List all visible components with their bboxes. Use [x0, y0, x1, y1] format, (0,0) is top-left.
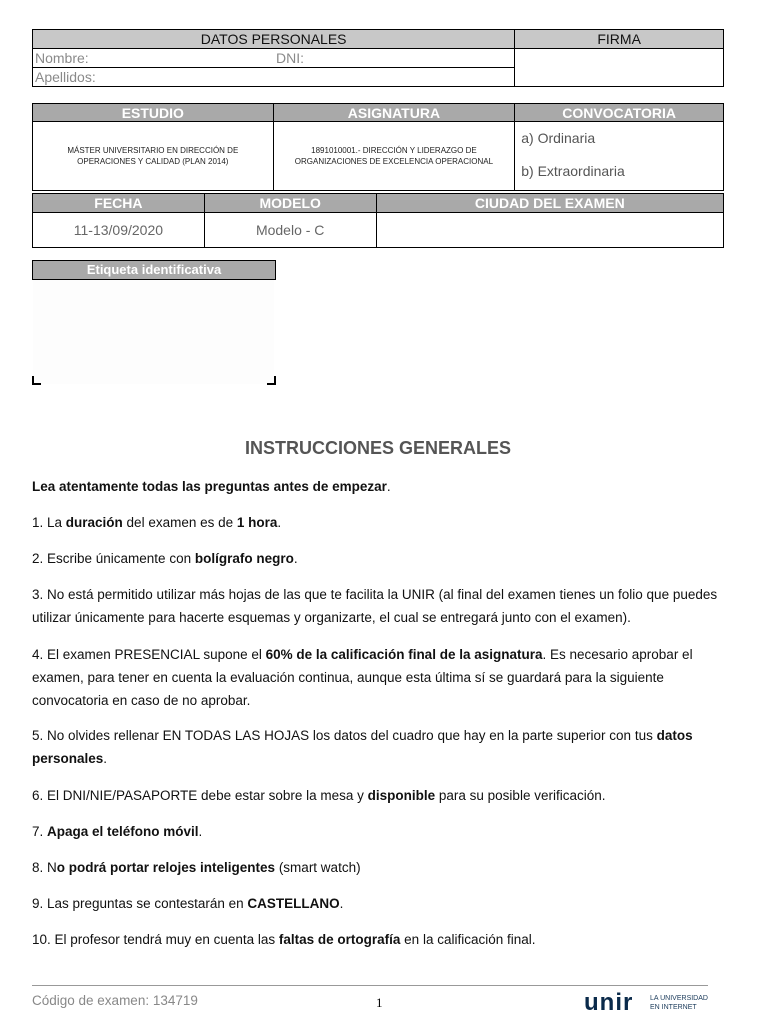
i5-a: 5. No olvides rellenar EN TODAS LAS HOJAS los datos del cuadro que hay en la parte superior con tus — [32, 728, 657, 743]
etiqueta-area — [33, 280, 274, 384]
fecha-header: FECHA — [33, 194, 205, 213]
study-table — [32, 103, 724, 191]
i7-c: . — [198, 824, 203, 839]
nombre-label: Nombre: — [35, 50, 89, 66]
nombre-field[interactable] — [33, 49, 515, 68]
instructions-title: INSTRUCCIONES GENERALES — [244, 438, 512, 458]
i2-b: bolígrafo negro — [194, 551, 294, 566]
etiqueta-header: Etiqueta identificativa — [32, 260, 276, 280]
i1-c: del examen es de — [122, 515, 237, 530]
instruction-1 — [32, 511, 732, 534]
modelo-header: MODELO — [204, 194, 376, 213]
ciudad-header: CIUDAD DEL EXAMEN — [376, 194, 723, 213]
i9-a: 9. Las preguntas se contestarán en — [32, 896, 248, 911]
instruction-8 — [32, 856, 732, 879]
corner-mark-right — [267, 376, 276, 385]
dni-label: DNI: — [276, 50, 304, 66]
i1-b2: 1 hora — [236, 515, 278, 530]
i8-c: (smart watch) — [275, 860, 361, 875]
i1-d: . — [277, 515, 282, 530]
footer-divider — [32, 985, 708, 986]
instruction-7 — [32, 820, 732, 843]
instruction-6 — [32, 784, 732, 807]
logo-tagline — [650, 994, 720, 1012]
i7-a: 7. — [32, 824, 48, 839]
convocatoria-header: CONVOCATORIA — [515, 104, 724, 122]
apellidos-field[interactable] — [33, 68, 515, 87]
i5-c: . — [103, 751, 108, 766]
i4-b: 60% de la calificación final de la asignatura — [265, 647, 543, 662]
i7-b: Apaga el teléfono móvil — [47, 824, 199, 839]
unir-logo: unir — [584, 989, 634, 1016]
i1-b1: duración — [65, 515, 123, 530]
estudio-header: ESTUDIO — [33, 104, 274, 122]
ciudad-field[interactable] — [376, 213, 723, 248]
logo-tagline-2: EN INTERNET — [650, 1004, 697, 1011]
i4-c: . Es necesario aprobar el examen, para tener en cuenta la evaluación continua, aunque esta última sí se guardará para la siguiente convocatoria en caso de no aprobar. — [32, 647, 693, 708]
estudio-value: MÁSTER UNIVERSITARIO EN DIRECCIÓN DE OPERACIONES Y CALIDAD (PLAN 2014) — [33, 122, 274, 191]
instruction-3: 3. No está permitido utilizar más hojas de las que te facilita la UNIR (al final del examen tienes un folio que puedes utilizar únicamente para hacerte esquemas y organizarte, el cual se entregará junto con el examen). — [32, 587, 718, 625]
logo-tagline-1: LA UNIVERSIDAD — [650, 995, 708, 1002]
instruction-10 — [32, 928, 732, 951]
i9-c: . — [339, 896, 344, 911]
asignatura-header: ASIGNATURA — [273, 104, 515, 122]
intro-bold: Lea atentamente todas las preguntas antes de empezar — [32, 479, 387, 494]
i9-b: CASTELLANO — [247, 896, 340, 911]
personal-data-table — [32, 29, 724, 87]
i8-a: 8. N — [32, 860, 57, 875]
i8-b: o podrá portar relojes inteligentes — [56, 860, 276, 875]
firma-header: FIRMA — [515, 30, 724, 49]
exam-info-table — [32, 193, 724, 248]
instruction-4 — [32, 643, 732, 712]
fecha-value: 11-13/09/2020 — [33, 213, 205, 248]
i1-a: 1. La — [32, 515, 66, 530]
apellidos-label: Apellidos: — [35, 69, 96, 85]
instruction-5 — [32, 724, 732, 770]
convocatoria-ordinaria[interactable]: a) Ordinaria — [521, 130, 596, 146]
corner-mark-left — [32, 376, 41, 385]
exam-code: Código de examen: 134719 — [32, 993, 198, 1008]
asignatura-value: 1891010001.- DIRECCIÓN Y LIDERAZGO DE ORGANIZACIONES DE EXCELENCIA OPERACIONAL — [273, 122, 515, 191]
instruction-9 — [32, 892, 732, 915]
i10-a: 10. El profesor tendrá muy en cuenta las — [32, 932, 279, 947]
i10-c: en la calificación final. — [400, 932, 536, 947]
convocatoria-extraordinaria[interactable]: b) Extraordinaria — [521, 163, 625, 179]
datos-personales-header: DATOS PERSONALES — [33, 30, 515, 49]
i6-a: 6. El DNI/NIE/PASAPORTE debe estar sobre la mesa y — [32, 788, 368, 803]
instruction-intro — [32, 475, 732, 498]
i2-c: . — [293, 551, 298, 566]
i6-b: disponible — [367, 788, 436, 803]
instruction-2 — [32, 547, 732, 570]
convocatoria-options — [515, 122, 724, 191]
modelo-value: Modelo - C — [204, 213, 376, 248]
i10-b: faltas de ortografía — [278, 932, 401, 947]
firma-field[interactable] — [515, 49, 724, 87]
i5-b: datos personales — [32, 728, 693, 766]
i2-a: 2. Escribe únicamente con — [32, 551, 195, 566]
i4-a: 4. El examen PRESENCIAL supone el — [32, 647, 266, 662]
page-number: 1 — [376, 995, 383, 1010]
intro-end: . — [386, 479, 391, 494]
i6-c: para su posible verificación. — [435, 788, 606, 803]
